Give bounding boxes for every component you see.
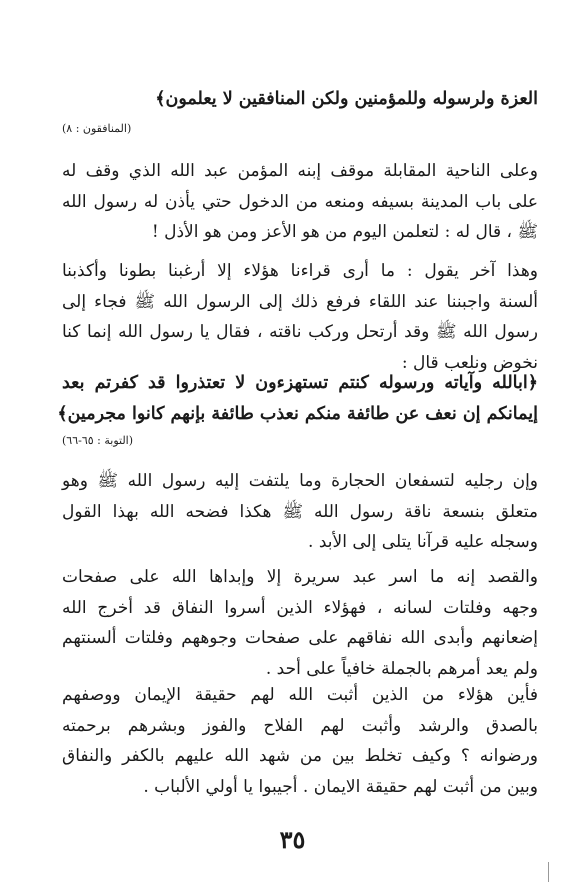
paragraph-line: على باب المدينة بسيفه ومنعه من الدخول حتي يأذن له رسول الله (62, 191, 538, 212)
paragraph-2 (62, 256, 538, 378)
paragraph-line: إضعانهم وأبدى الله نفاقهم على صفحات وجوههم وفلتات ألسنتهم (62, 628, 538, 648)
paragraph-line: رسول الله ﷺ وقد أرتحل وركب ناقته ، فقال يا رسول الله إنما كنا (62, 322, 538, 342)
paragraph-line: وإن رجليه لتسفعان الحجارة وما يلتفت إليه رسول الله ﷺ وهو (62, 471, 538, 491)
verse-2-reference: (التوبة : ٦٥-٦٦) (62, 434, 134, 447)
paragraph-line: فأين هؤلاء من الذين أثبت الله لهم حقيقة الإيمان ووصفهم (62, 685, 538, 705)
paragraph-line: ولم يعد أمرهم بالجملة خافياً على أحد . (265, 658, 538, 679)
verse-1 (62, 84, 538, 115)
page-edge-mark (548, 862, 549, 882)
paragraph-line: والقصد إنه ما اسر عبد سريرة إلا وإبداها الله على صفحات (62, 567, 538, 587)
paragraph-4 (62, 562, 538, 684)
paragraph-1 (62, 156, 538, 248)
verse-1-line: العزة ولرسوله وللمؤمنين ولكن المنافقين لا يعلمون﴾ (155, 89, 538, 109)
verse-2-line: إيمانكم إن نعف عن طائفة منكم نعذب طائفة بإنهم كانوا مجرمين﴾ (57, 403, 538, 424)
paragraph-line: ﷺ ، قال له : لتعلمن اليوم من هو الأعز ومن هو الأذل ! (151, 222, 538, 242)
paragraph-line: ألسنة واجبننا عند اللقاء فرفع ذلك إلى الرسول الله ﷺ فجاء إلى (62, 291, 538, 312)
paragraph-line: بالصدق والرشد وأثبت لهم الفلاح والفوز وبشرهم برحمته (62, 715, 538, 736)
paragraph-line: وجهه وفلتات لسانه ، فهؤلاء الذين أسروا النفاق قد أخرج الله (62, 597, 538, 618)
paragraph-line: وعلى الناحية المقابلة موقف إبنه المؤمن عبد الله الذي وقف له (62, 161, 538, 181)
paragraph-line: نخوض ونلعب قال : (401, 352, 538, 373)
paragraph-line: متعلق بنسعة ناقة رسول الله ﷺ هكذا فضحه الله بهذا القول (62, 501, 538, 522)
paragraph-line: وبين من أثبت لهم حقيقة الايمان . أجيبوا يا أولي الألباب . (143, 776, 538, 797)
paragraph-line: وهذا آخر يقول : ما أرى قراءنا هؤلاء إلا أرغبنا بطونا وأكذبنا (62, 261, 538, 281)
verse-2-line: ﴿ابالله وآياته ورسوله كنتم تستهزءون لا تعتذروا قد كفرتم بعد (62, 373, 538, 393)
paragraph-3 (62, 466, 538, 558)
page-number: ٣٥ (279, 825, 306, 854)
verse-2 (57, 368, 538, 429)
verse-1-reference: (المنافقون : ٨) (62, 122, 132, 135)
paragraph-line: ورضوانه ؟ وكيف تخلط بين من شهد الله عليهم بالكفر والنفاق (62, 746, 538, 766)
paragraph-line: وسجله عليه قرآنا يتلى إلى الأبد . (308, 532, 538, 552)
paragraph-5 (62, 680, 538, 802)
